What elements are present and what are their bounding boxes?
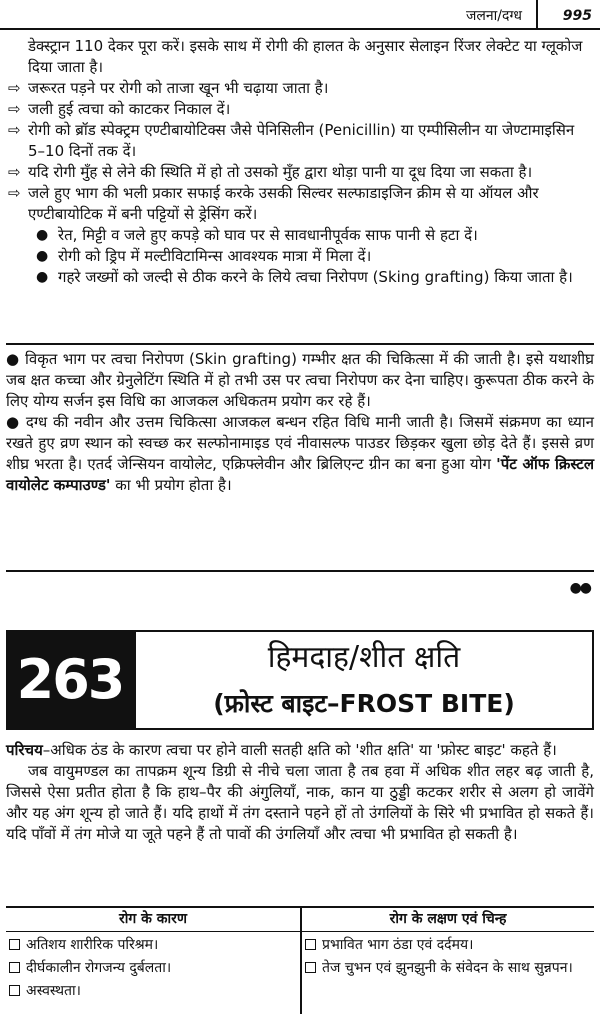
arrow-icon: ⇨ (8, 79, 21, 97)
arrow-list-item: ⇨ जरूरत पड़ने पर रोगी को ताजा खून भी चढ़ाया जाता है। (8, 79, 329, 97)
arrow-list-item: ⇨ जले हुए भाग की भली प्रकार सफाई करके उसकी सिल्वर सल्फाडाइजिन क्रीम से या ऑयल और एण्टीबायोटिक में बनी पट्टियों से ड्रेसिंग करें। (8, 184, 539, 223)
arrow-icon: ⇨ (8, 184, 21, 202)
header-separator (536, 0, 538, 30)
bullet-list-item: ● रोगी को ड्रिप में मल्टीविटामिन्स आवश्यक मात्रा में मिला दें। (36, 247, 372, 265)
bullet-list-item: ● गहरे जख्मों को जल्दी से ठीक करने के लिये त्वचा निरोपण (Sking grafting) किया जाता है। (36, 268, 573, 286)
symptom-item: प्रभावित भाग ठंडा एवं दर्दमय। (302, 935, 594, 955)
checkbox-icon (9, 985, 20, 996)
cause-item: अतिशय शारीरिक परिश्रम। (6, 935, 300, 955)
arrow-icon: ⇨ (8, 121, 21, 139)
description-paragraph: जब वायुमण्डल का तापक्रम शून्य डिग्री से नीचे चला जाता है तब हवा में अधिक शीत लहर बढ़ जाती है, जिससे ऐसा प्रतीत होता है कि हाथ–पैर की अंगुलियाँ, नाक, कान या ठुड्डी कटकर शरीर से अलग हो जावेंगे और यह अंग शून्य हो जाते हैं। यदि हाथों में तंग दस्ताने पहने हों तो उंगलियों के सिरे भी प्रभावित हो सकते हैं। यदि पाँवों में तंग मोजे या जूते पहने हैं तो पावों की उंगलियाँ और त्वचा भी प्रभावित हो सकती है। (6, 762, 594, 843)
continuation-text: डेक्स्ट्रान 110 देकर पूरा करें। इसके साथ में रोगी की हालत के अनुसार सेलाइन रिंजर लेक्टेट या ग्लूकोज दिया जाता है। (28, 37, 583, 76)
introduction-section (6, 740, 594, 845)
treatment-list-section (6, 36, 594, 288)
section-divider (6, 343, 594, 345)
symptom-item: तेज चुभन एवं झुनझुनी के संवेदन के साथ सुन्नपन। (302, 958, 594, 978)
arrow-list-item: ⇨ रोगी को ब्रॉड स्पेक्ट्रम एण्टीबायोटिक्स जैसे पेनिसिलीन (Penicillin) या एम्पीसिलीन या जेण्टामाइसिन 5–10 दिनों तक दें। (8, 121, 575, 160)
bullet-list-item: ● रेत, मिट्टी व जले हुए कपड़े को घाव पर से सावधानीपूर्वक साफ पानी से हटा दें। (36, 226, 478, 244)
section-end-dots: ●● (569, 580, 590, 596)
skin-grafting-paragraph: ● विकृत भाग पर त्वचा निरोपण (Skin grafting) गम्भीर क्षत की चिकित्सा में की जाती है। इसे यथाशीघ्र जब क्षत कच्चा और ग्रेनुलेटिंग स्थिति में हो तभी उस पर त्वचा निरोपण कर देना चाहिए। कुरूपता ठीक करने के लिए योग्य सर्जन इस विधि का आजकल अधिकतम प्रयोग कर रहे हैं। (6, 350, 594, 410)
section-end-divider (6, 570, 594, 572)
chapter-title-block (6, 630, 594, 730)
additional-treatment-section (6, 349, 594, 496)
page-header (0, 0, 600, 30)
cause-item: दीर्घकालीन रोगजन्य दुर्बलता। (6, 958, 300, 978)
arrow-icon: ⇨ (8, 100, 21, 118)
checkbox-icon (305, 939, 316, 950)
checkbox-icon (9, 962, 20, 973)
checkbox-icon (9, 939, 20, 950)
symptoms-header: रोग के लक्षण एवं चिन्ह (302, 908, 594, 932)
page-number: 995 (562, 8, 592, 24)
cause-item: अस्वस्थता। (6, 981, 300, 1001)
causes-header: रोग के कारण (6, 908, 300, 932)
chapter-subtitle: (फ्रोस्ट बाइट–FROST BITE) (213, 689, 515, 718)
introduction-paragraph: परिचय–अधिक ठंड के कारण त्वचा पर होने वाली सतही क्षति को 'शीत क्षति' या 'फ्रोस्ट बाइट' कहते हैं। (6, 741, 557, 759)
causes-symptoms-table (6, 906, 594, 1014)
arrow-icon: ⇨ (8, 163, 21, 181)
causes-column (6, 908, 300, 1014)
chapter-title-frame (134, 630, 594, 730)
introduction-label: परिचय (6, 741, 43, 759)
bullet-icon: ● (36, 269, 49, 285)
running-chapter-title: जलना/दग्ध (466, 8, 522, 24)
arrow-list-item: ⇨ यदि रोगी मुँह से लेने की स्थिति में हो तो उसको मुँह द्वारा थोड़ा पानी या दूध दिया जा सकता है। (8, 163, 533, 181)
chapter-number: 263 (6, 630, 134, 730)
burn-treatment-paragraph: ● दग्ध की नवीन और उत्तम चिकित्सा आजकल बन्धन रहित विधि मानी जाती है। जिसमें संक्रमण का ध्यान रखते हुए व्रण स्थान को स्वच्छ कर सल्फोनामाइड एवं नीवासल्फ पाउडर छिड़कर खुला छोड़ देते हैं। इससे व्रण शीघ्र भरता है। एतर्द जेन्सियन वायोलेट, एक्रिफ्लेवीन और ब्रिलिएन्ट ग्रीन का बना हुआ योग 'पेंट ऑफ क्रिस्टल वायोलेट कम्पाउण्ड' का भी प्रयोग होता है। (6, 413, 594, 494)
bullet-icon: ● (36, 248, 49, 264)
arrow-list-item: ⇨ जली हुई त्वचा को काटकर निकाल दें। (8, 100, 231, 118)
symptoms-column (302, 908, 594, 1014)
checkbox-icon (305, 962, 316, 973)
compound-name: 'पेंट ऑफ क्रिस्टल वायोलेट कम्पाउण्ड' (6, 455, 594, 494)
bullet-icon: ● (36, 227, 49, 243)
chapter-title: हिमदाह/शीत क्षति (267, 640, 461, 675)
